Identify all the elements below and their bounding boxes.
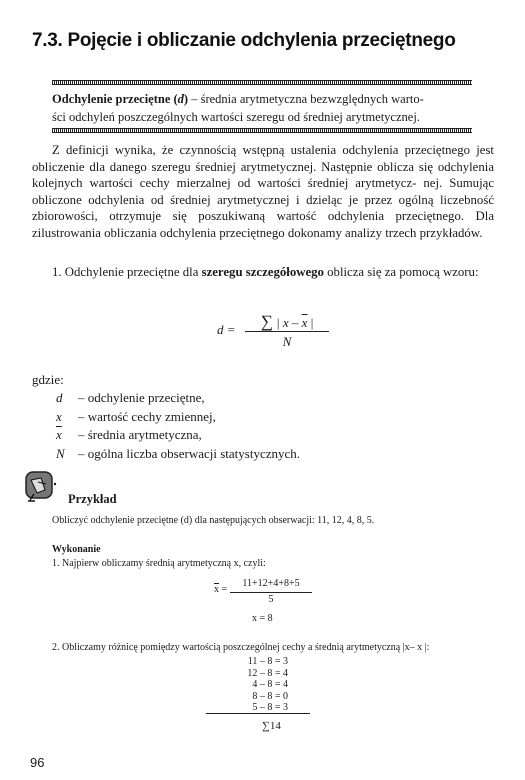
formula-denominator: N bbox=[282, 334, 292, 349]
differences-list bbox=[234, 656, 288, 714]
step-2-text: 2. Obliczamy różnicę pomiędzy wartością poszczególnej cechy a średnią arytmetyczną |x– x |: bbox=[52, 642, 430, 653]
paragraph2-bold: szeregu szczegółowego bbox=[201, 265, 324, 279]
definition-bottom-rule bbox=[52, 128, 472, 133]
xbar-symbol: $\overline{x}$ bbox=[301, 315, 308, 330]
example-task: Obliczyć odchylenie przeciętne (d) dla następujących obserwacji: 11, 12, 4, 8, 5. bbox=[52, 515, 375, 526]
mean-numerator: 11+12+4+8+5 bbox=[242, 578, 300, 589]
fraction-bar bbox=[245, 331, 329, 332]
paragraph2-pre: 1. Odchylenie przeciętne dla bbox=[52, 265, 202, 279]
legend-row: N – ogólna liczba obserwacji statystycznych. bbox=[56, 445, 301, 461]
sum-total: ∑14 bbox=[262, 720, 281, 732]
definition-term: Odchylenie przeciętne bbox=[52, 92, 171, 106]
mean-lhs: $\overline{x}$ = bbox=[214, 584, 228, 595]
paragraph-intro: Z definicji wynika, że czynnością wstępną ustalenia odchylenia przeciętnego jest obliczenie dla danego szeregu średniej arytmetycznej. Następnie oblicza się odchylenia kolejnych wartości cechy mierzalnej od wartości średniej arytmetycz- nej. Sumując obliczone odchylenia od średniej arytmetycznej i dzieląc je przez ogólną liczebność zbiorowości, otrzymuje się poszukiwaną wartość odchylenia przeciętnego. Dla zilustrowania obliczania odchylenia przeciętnego dokonamy analizy trzech przykładów. bbox=[32, 143, 494, 240]
sum-rule bbox=[206, 713, 310, 714]
difference-row: 4 – 8 = 4 bbox=[252, 679, 288, 691]
symbol-legend bbox=[56, 389, 300, 463]
definition-box bbox=[52, 80, 472, 132]
difference-row: 8 – 8 = 0 bbox=[252, 690, 288, 702]
definition-line2: ści odchyleń poszczególnych wartości szeregu od średniej arytmetycznej. bbox=[52, 110, 420, 124]
mean-fraction-bar bbox=[230, 592, 312, 593]
difference-row: 5 – 8 = 3 bbox=[252, 702, 288, 714]
sigma-symbol: ∑ bbox=[260, 312, 273, 331]
pointing-hand-icon bbox=[24, 470, 60, 504]
mean-calculation bbox=[214, 578, 334, 630]
example-heading: Przykład bbox=[68, 492, 117, 506]
difference-row: 12 – 8 = 4 bbox=[247, 667, 288, 679]
legend-row: $\overline{x}$ – średnia arytmetyczna, bbox=[56, 427, 202, 442]
definition-line1: – średnia arytmetyczna bezwzględnych warto- bbox=[188, 92, 424, 106]
paragraph-formula-intro bbox=[32, 264, 494, 281]
difference-row: 11 – 8 = 3 bbox=[247, 656, 288, 667]
legend-row: d – odchylenie przeciętne, bbox=[56, 390, 205, 405]
section-title: 7.3. Pojęcie i obliczanie odchylenia przeciętnego bbox=[32, 30, 456, 51]
where-label: gdzie: bbox=[32, 372, 64, 387]
solution-heading: Wykonanie bbox=[52, 544, 101, 555]
definition-text: Odchylenie przeciętne (d) – średnia arytmetyczna bezwzględnych warto- ści odchyleń poszczególnych wartości szeregu od średniej arytmetycznej. bbox=[52, 92, 424, 124]
mean-denominator: 5 bbox=[268, 594, 274, 605]
formula-numerator: ∑ | x – $\overline{x}$ | bbox=[260, 312, 314, 331]
formula-lhs: d = bbox=[217, 322, 236, 337]
page-number: 96 bbox=[30, 755, 45, 770]
paragraph2-post: oblicza się za pomocą wzoru: bbox=[323, 265, 479, 279]
definition-top-rule bbox=[52, 80, 472, 85]
step-1-text: 1. Najpierw obliczamy średnią arytmetyczną x, czyli: bbox=[52, 558, 266, 569]
legend-row: x – wartość cechy zmiennej, bbox=[56, 408, 216, 424]
definition-symbol: d bbox=[177, 92, 184, 106]
mean-result: x = 8 bbox=[252, 613, 273, 624]
